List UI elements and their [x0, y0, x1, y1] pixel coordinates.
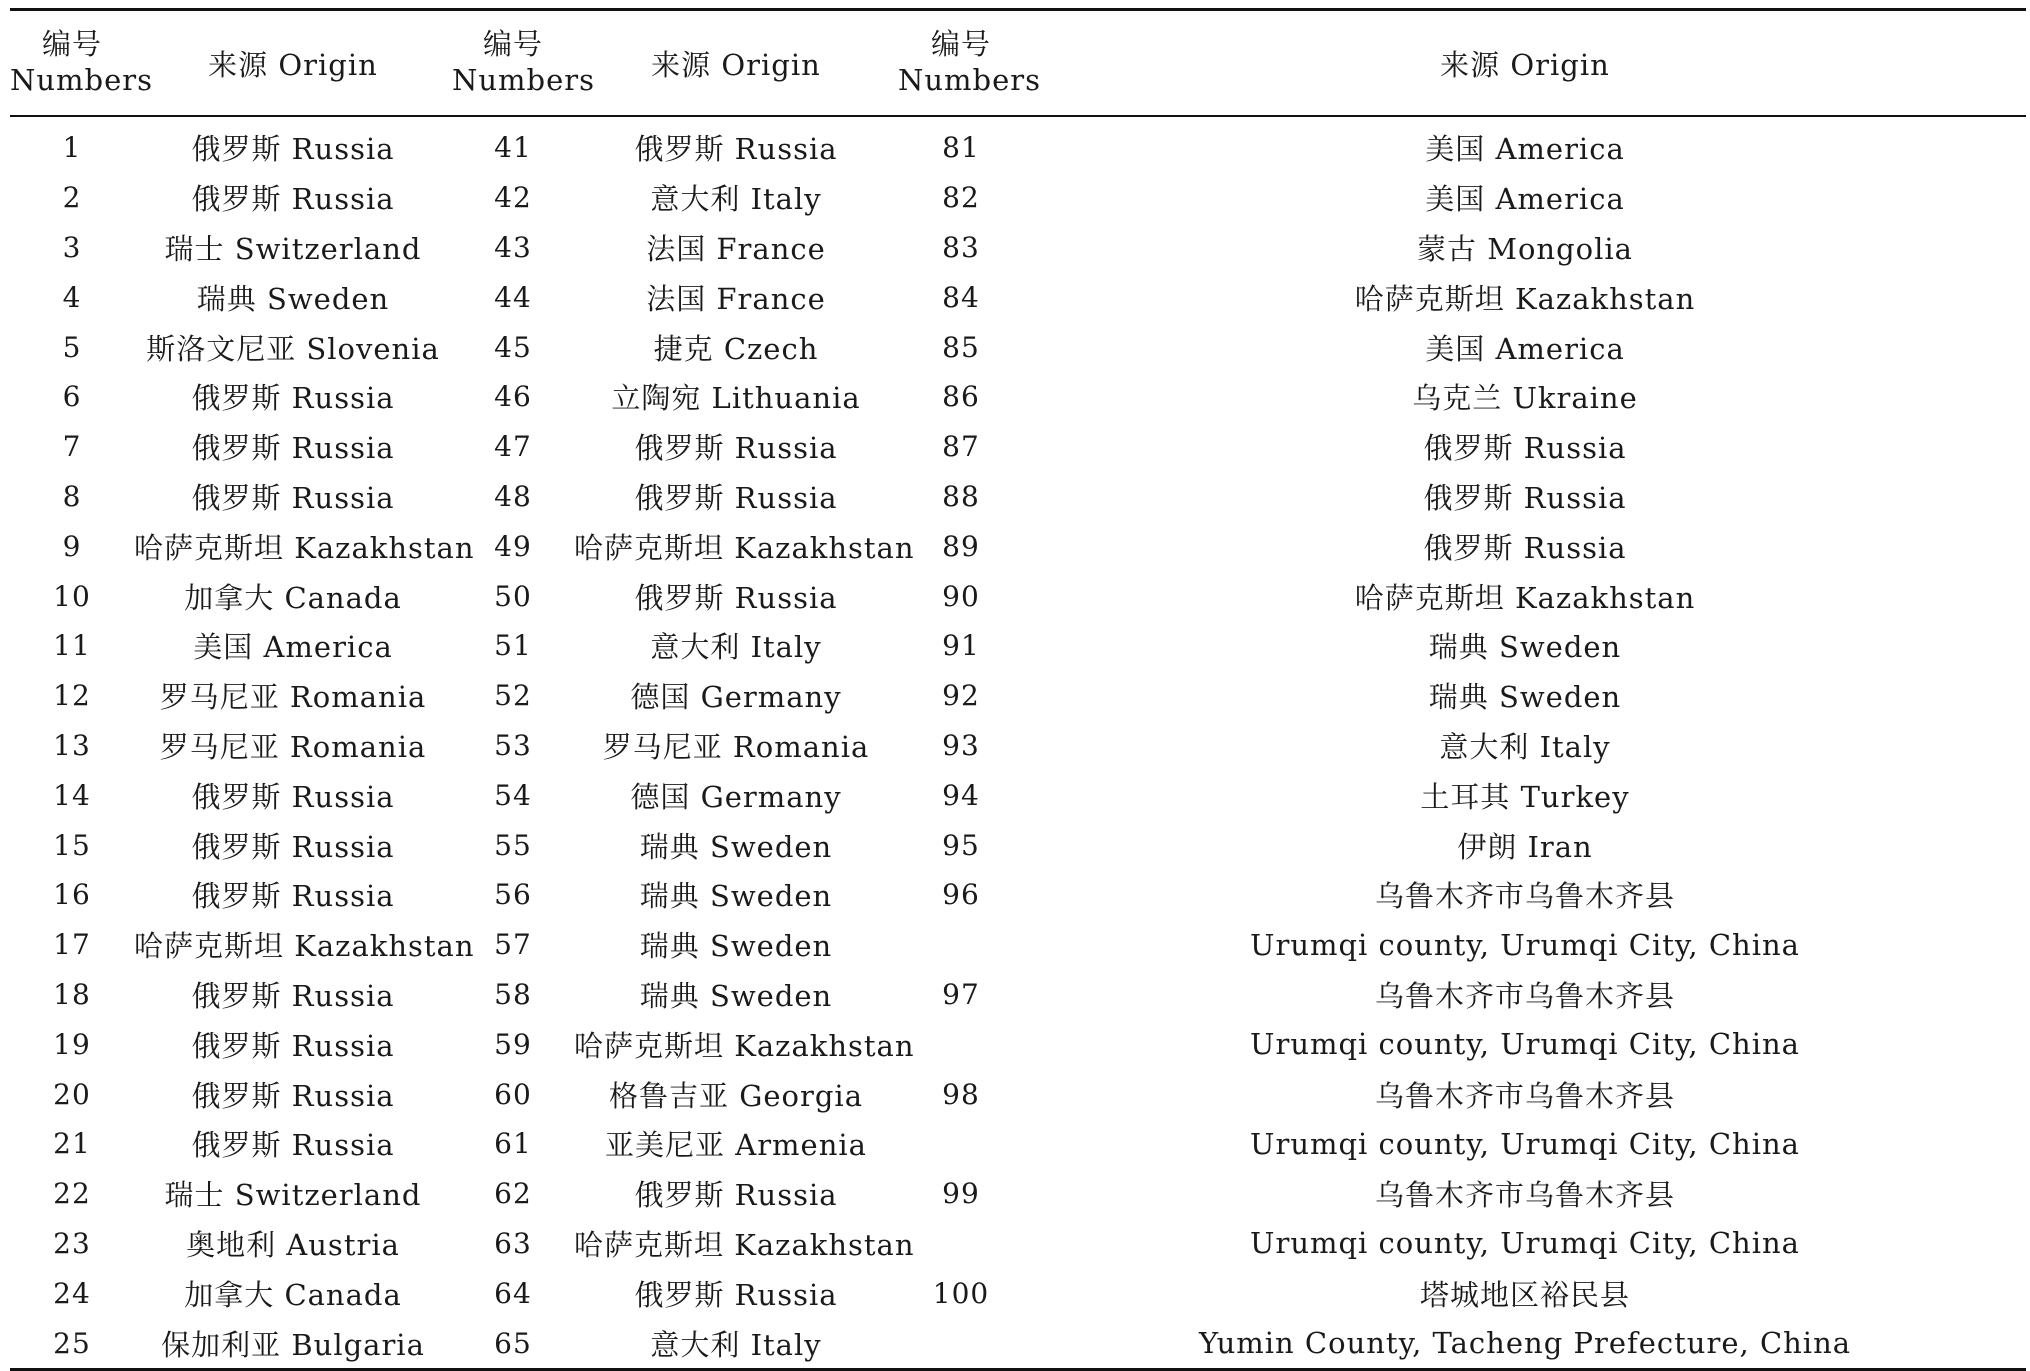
number-cell — [898, 920, 1024, 970]
origin-cell: 法国 France — [646, 231, 826, 266]
origin-cell: 哈萨克斯坦 Kazakhstan — [1354, 281, 1696, 316]
number-cell: 52 — [494, 679, 532, 713]
number-cell — [898, 1119, 1024, 1169]
number-cell: 58 — [494, 977, 532, 1011]
number-cell: 86 — [942, 380, 980, 414]
number-cell: 44 — [494, 280, 532, 314]
origin-cell: 乌鲁木齐市乌鲁木齐县 — [1374, 879, 1675, 914]
origin-cell: 意大利 Italy — [1439, 729, 1611, 764]
origin-cell: 美国 America — [193, 630, 393, 665]
number-cell: 3 — [62, 230, 82, 264]
number-cell: 13 — [53, 728, 91, 762]
number-cell: 89 — [942, 529, 980, 563]
origin-cell: 俄罗斯 Russia — [191, 879, 395, 914]
number-cell: 92 — [942, 679, 980, 713]
table-row — [10, 671, 2026, 721]
origin-cell: 俄罗斯 Russia — [191, 132, 395, 167]
table-row — [10, 721, 2026, 771]
number-cell: 51 — [494, 629, 532, 663]
origin-cell: 意大利 Italy — [650, 182, 822, 217]
origin-cell: 俄罗斯 Russia — [634, 1178, 838, 1213]
origin-cell: 乌鲁木齐市乌鲁木齐县 — [1374, 1178, 1675, 1213]
origin-cell: 伊朗 Iran — [1457, 829, 1593, 864]
number-cell: 82 — [942, 181, 980, 215]
origin-cell: 意大利 Italy — [650, 630, 822, 665]
number-cell — [898, 1019, 1024, 1069]
table-row — [10, 571, 2026, 621]
header-number-en-1: Numbers — [10, 63, 154, 97]
number-cell: 81 — [942, 131, 980, 165]
number-cell: 22 — [53, 1177, 91, 1211]
origin-cell: 奥地利 Austria — [186, 1227, 400, 1262]
origin-cell: 美国 America — [1425, 182, 1625, 217]
number-cell: 24 — [53, 1276, 91, 1310]
number-cell: 49 — [494, 529, 532, 563]
number-cell: 90 — [942, 579, 980, 613]
origin-cell: Yumin County, Tacheng Prefecture, China — [1198, 1326, 1852, 1361]
origin-cell: 俄罗斯 Russia — [191, 182, 395, 217]
origin-cell: 罗马尼亚 Romania — [159, 680, 427, 715]
origin-cell: 罗马尼亚 Romania — [602, 729, 870, 764]
number-cell: 23 — [53, 1226, 91, 1260]
number-cell: 96 — [942, 878, 980, 912]
table-row — [10, 920, 2026, 970]
number-cell: 54 — [494, 778, 532, 812]
number-cell: 57 — [494, 928, 532, 962]
table-row — [10, 322, 2026, 372]
origin-cell: 捷克 Czech — [653, 331, 819, 366]
table-row — [10, 1069, 2026, 1119]
origin-cell: 塔城地区裕民县 — [1419, 1277, 1630, 1312]
table-row — [10, 1119, 2026, 1169]
number-cell — [898, 1318, 1024, 1369]
number-cell: 95 — [942, 828, 980, 862]
origin-cell: 瑞典 Sweden — [1428, 680, 1622, 715]
number-cell: 8 — [62, 479, 82, 513]
number-cell: 99 — [942, 1177, 980, 1211]
origin-cell: Urumqi county, Urumqi City, China — [1250, 1027, 1800, 1062]
origin-cell: 土耳其 Turkey — [1420, 779, 1630, 814]
origin-cell: 意大利 Italy — [650, 1327, 822, 1362]
number-cell: 62 — [494, 1177, 532, 1211]
origin-cell: 保加利亚 Bulgaria — [161, 1327, 425, 1362]
number-cell: 2 — [62, 181, 82, 215]
number-cell: 7 — [62, 430, 82, 464]
origin-cell: 哈萨克斯坦 Kazakhstan — [574, 1227, 915, 1262]
origin-cell: 俄罗斯 Russia — [191, 480, 395, 515]
number-cell: 9 — [62, 529, 82, 563]
number-cell: 64 — [494, 1276, 532, 1310]
origin-cell: 加拿大 Canada — [184, 1277, 402, 1312]
origin-cell: 德国 Germany — [630, 779, 842, 814]
table-row — [10, 970, 2026, 1020]
number-cell: 14 — [53, 778, 91, 812]
number-cell: 53 — [494, 728, 532, 762]
number-cell: 65 — [494, 1326, 532, 1360]
table-row — [10, 372, 2026, 422]
number-cell: 5 — [62, 330, 82, 364]
number-cell: 94 — [942, 778, 980, 812]
origin-cell: 斯洛文尼亚 Slovenia — [146, 331, 440, 366]
origin-cell: 俄罗斯 Russia — [191, 431, 395, 466]
origin-cell: 乌鲁木齐市乌鲁木齐县 — [1374, 978, 1675, 1013]
origin-cell: 俄罗斯 Russia — [191, 1078, 395, 1113]
number-cell: 4 — [62, 280, 82, 314]
number-cell: 17 — [53, 928, 91, 962]
table-row — [10, 621, 2026, 671]
origin-cell: 俄罗斯 Russia — [191, 978, 395, 1013]
number-cell: 18 — [53, 977, 91, 1011]
origin-cell: 格鲁吉亚 Georgia — [609, 1078, 863, 1113]
number-cell — [898, 1219, 1024, 1269]
origin-cell: Urumqi county, Urumqi City, China — [1250, 1126, 1800, 1161]
origin-cell: 瑞典 Sweden — [639, 929, 833, 964]
origin-cell: 俄罗斯 Russia — [634, 580, 838, 615]
origin-cell: 瑞典 Sweden — [1428, 630, 1622, 665]
origin-cell: 瑞士 Switzerland — [164, 1178, 422, 1213]
table-row — [10, 870, 2026, 920]
number-cell: 12 — [53, 679, 91, 713]
number-cell: 55 — [494, 828, 532, 862]
origin-cell: 俄罗斯 Russia — [191, 779, 395, 814]
origin-cell: 俄罗斯 Russia — [634, 431, 838, 466]
origin-cell: 加拿大 Canada — [184, 580, 402, 615]
table-row — [10, 422, 2026, 472]
origin-cell: Urumqi county, Urumqi City, China — [1250, 927, 1800, 962]
table-row — [10, 1318, 2026, 1369]
number-cell: 59 — [494, 1027, 532, 1061]
number-cell: 50 — [494, 579, 532, 613]
number-cell: 45 — [494, 330, 532, 364]
header-number-en-3: Numbers — [898, 63, 1042, 97]
origin-cell: 哈萨克斯坦 Kazakhstan — [134, 530, 475, 565]
origin-cell: 立陶宛 Lithuania — [611, 381, 861, 416]
table-row — [10, 1219, 2026, 1269]
origin-cell: 瑞典 Sweden — [639, 829, 833, 864]
header-number-zh-2: 编号 — [482, 27, 543, 61]
number-cell: 85 — [942, 330, 980, 364]
table-row — [10, 116, 2026, 173]
number-cell: 20 — [53, 1077, 91, 1111]
origin-cell: 瑞士 Switzerland — [164, 231, 422, 266]
origin-cell: 俄罗斯 Russia — [191, 1028, 395, 1063]
origin-cell: 俄罗斯 Russia — [1423, 431, 1627, 466]
table-row — [10, 173, 2026, 223]
table-header — [10, 10, 2026, 117]
origin-cell: 瑞典 Sweden — [639, 978, 833, 1013]
number-cell: 48 — [494, 479, 532, 513]
number-cell: 91 — [942, 629, 980, 663]
table-row — [10, 472, 2026, 522]
origin-cell: 哈萨克斯坦 Kazakhstan — [134, 929, 475, 964]
origin-cell: 俄罗斯 Russia — [634, 480, 838, 515]
origin-cell: 俄罗斯 Russia — [1423, 530, 1627, 565]
origin-cell: 俄罗斯 Russia — [634, 132, 838, 167]
origin-cell: 乌鲁木齐市乌鲁木齐县 — [1374, 1078, 1675, 1113]
number-cell: 11 — [53, 629, 91, 663]
number-cell: 61 — [494, 1127, 532, 1161]
origin-cell: 俄罗斯 Russia — [191, 829, 395, 864]
number-cell: 84 — [942, 280, 980, 314]
origin-cell: 蒙古 Mongolia — [1417, 231, 1633, 266]
number-cell: 60 — [494, 1077, 532, 1111]
header-number-zh-3: 编号 — [930, 27, 991, 61]
origin-cell: 俄罗斯 Russia — [1423, 480, 1627, 515]
number-cell: 98 — [942, 1077, 980, 1111]
germplasm-origin-table — [10, 8, 2026, 1371]
number-cell: 16 — [53, 878, 91, 912]
header-origin-3: 来源 Origin — [1440, 47, 1610, 82]
table-row — [10, 521, 2026, 571]
origin-cell: 美国 America — [1425, 132, 1625, 167]
origin-cell: Urumqi county, Urumqi City, China — [1250, 1226, 1800, 1261]
number-cell: 43 — [494, 230, 532, 264]
number-cell: 63 — [494, 1226, 532, 1260]
origin-table-container — [10, 8, 2026, 1371]
table-body — [10, 116, 2026, 1369]
origin-cell: 俄罗斯 Russia — [634, 1277, 838, 1312]
header-number-zh-1: 编号 — [41, 27, 102, 61]
origin-cell: 瑞典 Sweden — [639, 879, 833, 914]
origin-cell: 美国 America — [1425, 331, 1625, 366]
number-cell: 56 — [494, 878, 532, 912]
number-cell: 46 — [494, 380, 532, 414]
origin-cell: 罗马尼亚 Romania — [159, 729, 427, 764]
number-cell: 88 — [942, 479, 980, 513]
origin-cell: 瑞典 Sweden — [196, 281, 390, 316]
number-cell: 6 — [62, 380, 82, 414]
origin-cell: 德国 Germany — [630, 680, 842, 715]
origin-cell: 哈萨克斯坦 Kazakhstan — [1354, 580, 1696, 615]
origin-cell: 乌克兰 Ukraine — [1412, 381, 1638, 416]
origin-cell: 俄罗斯 Russia — [191, 381, 395, 416]
number-cell: 21 — [53, 1127, 91, 1161]
table-row — [10, 1019, 2026, 1069]
number-cell: 42 — [494, 181, 532, 215]
table-row — [10, 223, 2026, 273]
origin-cell: 哈萨克斯坦 Kazakhstan — [574, 1028, 915, 1063]
origin-cell: 法国 France — [646, 281, 826, 316]
number-cell: 100 — [932, 1276, 990, 1310]
header-origin-1: 来源 Origin — [208, 47, 378, 82]
number-cell: 15 — [53, 828, 91, 862]
number-cell: 97 — [942, 977, 980, 1011]
table-row — [10, 770, 2026, 820]
number-cell: 87 — [942, 430, 980, 464]
table-row — [10, 1268, 2026, 1318]
number-cell: 19 — [53, 1027, 91, 1061]
table-row — [10, 1169, 2026, 1219]
number-cell: 1 — [62, 131, 82, 165]
header-origin-2: 来源 Origin — [651, 47, 821, 82]
table-row — [10, 272, 2026, 322]
number-cell: 41 — [494, 131, 532, 165]
origin-cell: 亚美尼亚 Armenia — [605, 1128, 867, 1163]
number-cell: 10 — [53, 579, 91, 613]
number-cell: 83 — [942, 230, 980, 264]
number-cell: 93 — [942, 728, 980, 762]
origin-cell: 俄罗斯 Russia — [191, 1128, 395, 1163]
number-cell: 47 — [494, 430, 532, 464]
number-cell: 25 — [53, 1326, 91, 1360]
origin-cell: 哈萨克斯坦 Kazakhstan — [574, 530, 915, 565]
table-row — [10, 820, 2026, 870]
header-number-en-2: Numbers — [452, 63, 596, 97]
